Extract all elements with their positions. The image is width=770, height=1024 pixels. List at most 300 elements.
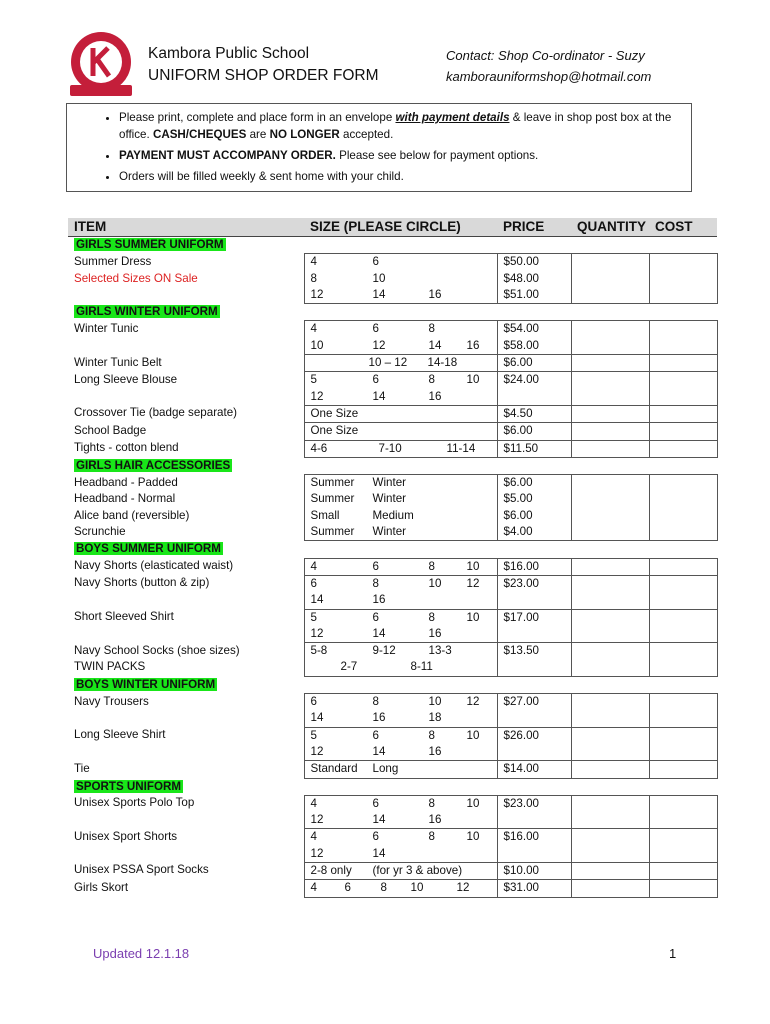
quantity-field[interactable] [571,524,649,541]
section-row [68,778,717,795]
quantity-field[interactable] [571,626,649,643]
size-option[interactable]: 10 [466,610,480,624]
quantity-field[interactable] [571,491,649,507]
cost-field[interactable] [649,592,717,609]
size-option[interactable]: 10 [372,271,386,285]
size-options[interactable] [304,727,497,744]
cost-field[interactable] [649,423,717,440]
quantity-field[interactable] [571,710,649,727]
table-row [68,423,717,440]
size-option[interactable]: 10 [466,728,480,742]
quantity-field[interactable] [571,440,649,457]
size-options[interactable] [304,575,497,592]
cost-field[interactable] [649,795,717,812]
price: $16.00 [497,829,571,846]
table-row [68,694,717,711]
header-item: ITEM [68,218,304,237]
size-option[interactable]: (for yr 3 & above) [372,863,463,877]
cost-field[interactable] [649,475,717,492]
table-row [68,846,717,863]
page-number: 1 [669,946,677,961]
section-row [68,541,717,558]
price [497,389,571,406]
size-option[interactable]: 10 [466,559,480,573]
size-option[interactable]: 4 [310,559,317,573]
size-option[interactable]: 16 [428,744,442,758]
size-option[interactable]: 2-8 only [310,863,352,877]
size-option[interactable]: Summer [310,492,355,506]
school-logo [66,30,136,100]
order-table [68,218,718,898]
item-name: Headband - Padded [74,475,178,489]
item-name: Girls Skort [74,880,129,894]
size-option[interactable]: 14 [372,287,386,301]
section-title: SPORTS UNIFORM [76,779,181,793]
section-row [68,304,717,321]
cost-field[interactable] [649,508,717,524]
size-option[interactable]: 16 [428,813,442,827]
cost-field[interactable] [649,355,717,372]
item-name: Summer Dress [74,254,152,268]
size-option[interactable]: 6 [372,322,379,336]
table-row [68,475,717,492]
instruction-emphasis: with payment details [395,111,510,124]
item-name: School Badge [74,423,147,437]
size-option[interactable]: 8 [428,322,435,336]
size-option[interactable]: 16 [428,287,442,301]
size-option[interactable]: 8 [428,728,435,742]
size-option[interactable]: 14 [372,744,386,758]
quantity-field[interactable] [571,355,649,372]
quantity-field[interactable] [571,744,649,761]
size-options[interactable] [304,372,497,389]
cost-field[interactable] [649,880,717,897]
size-option[interactable]: 10 [428,695,442,709]
table-row [68,338,717,355]
size-option[interactable]: 6 [372,255,379,269]
price: $54.00 [497,321,571,338]
table-row [68,287,717,304]
size-option[interactable]: 4 [310,255,317,269]
size-option[interactable]: 10 [466,373,480,387]
contact-email: kamborauniformshop@hotmail.com [446,69,652,84]
item-name [68,744,304,761]
table-row [68,862,717,879]
cost-field[interactable] [649,761,717,778]
size-option[interactable]: 8 [428,373,435,387]
size-option[interactable]: 14 [372,626,386,640]
quantity-field[interactable] [571,659,649,676]
quantity-field[interactable] [571,271,649,287]
table-row [68,389,717,406]
size-option[interactable]: Winter [372,525,406,539]
size-option[interactable]: 5-8 [310,644,328,658]
size-option[interactable]: 12 [310,287,324,301]
cost-field[interactable] [649,372,717,389]
quantity-field[interactable] [571,405,649,422]
size-options[interactable] [304,271,497,287]
instruction-text: Please see below for payment options. [335,148,539,162]
size-option[interactable]: 12 [466,695,480,709]
size-option[interactable]: 6 [310,576,317,590]
section-row [68,676,717,693]
quantity-field[interactable] [571,609,649,626]
table-row [68,524,717,541]
quantity-field[interactable] [571,372,649,389]
size-option[interactable]: Summer [310,525,355,539]
size-option[interactable]: 14 [372,389,386,403]
cost-field[interactable] [649,846,717,863]
cost-field[interactable] [649,710,717,727]
table-row [68,659,717,676]
size-option[interactable]: 4 [310,830,317,844]
size-option[interactable]: 4 [310,322,317,336]
price: $6.00 [497,508,571,524]
price: $58.00 [497,338,571,355]
size-option[interactable]: 10 [310,338,324,352]
size-option[interactable]: 2-7 [340,660,358,674]
table-row [68,795,717,812]
quantity-field[interactable] [571,287,649,304]
size-options[interactable] [304,558,497,575]
price: $5.00 [497,491,571,507]
size-option[interactable]: 10 [428,576,442,590]
size-options[interactable] [304,846,497,863]
cost-field[interactable] [649,254,717,271]
size-option[interactable]: 14 [372,813,386,827]
table-row [68,254,717,271]
size-options[interactable] [304,862,497,879]
cost-field[interactable] [649,862,717,879]
size-option[interactable]: 8 [372,695,379,709]
size-options[interactable] [304,795,497,812]
size-option[interactable]: 6 [372,559,379,573]
table-row [68,643,717,660]
cost-field[interactable] [649,744,717,761]
size-options[interactable] [304,321,497,338]
instruction-emphasis: PAYMENT MUST ACCOMPANY ORDER. [119,148,336,162]
section-title: GIRLS HAIR ACCESSORIES [76,458,231,472]
quantity-field[interactable] [571,643,649,660]
price: $14.00 [497,761,571,778]
cost-field[interactable] [649,829,717,846]
quantity-field[interactable] [571,575,649,592]
size-option[interactable]: 14-18 [427,356,458,370]
quantity-field[interactable] [571,389,649,406]
cost-field[interactable] [649,321,717,338]
item-name [68,287,304,304]
item-name: Tie [74,761,90,775]
quantity-field[interactable] [571,254,649,271]
table-body [68,237,717,898]
table-row [68,761,717,778]
size-options[interactable] [304,609,497,626]
cost-field[interactable] [649,524,717,541]
size-options[interactable] [304,643,497,660]
size-option[interactable]: 10 [466,796,480,810]
size-options[interactable] [304,389,497,406]
size-option[interactable]: 5 [310,728,317,742]
quantity-field[interactable] [571,423,649,440]
size-option[interactable]: 16 [428,626,442,640]
price: $6.00 [497,475,571,492]
quantity-field[interactable] [571,558,649,575]
cost-field[interactable] [649,491,717,507]
size-option[interactable]: 16 [372,593,386,607]
instruction-text: Please print, complete and place form in an envelope [119,111,396,124]
size-option[interactable]: Summer [310,476,355,490]
quantity-field[interactable] [571,727,649,744]
size-option[interactable]: 5 [310,610,317,624]
quantity-field[interactable] [571,812,649,829]
size-option[interactable]: 11-14 [446,441,476,455]
item-name: Scrunchie [74,525,126,539]
quantity-field[interactable] [571,475,649,492]
section-row [68,457,717,474]
size-options[interactable] [304,405,497,422]
updated-date: Updated 12.1.18 [93,946,190,961]
size-options[interactable] [304,829,497,846]
form-title: UNIFORM SHOP ORDER FORM [148,67,379,84]
price [497,659,571,676]
cost-field[interactable] [649,338,717,355]
size-option[interactable]: 13-3 [428,644,452,658]
table-row [68,558,717,575]
size-option[interactable]: 8 [428,796,435,810]
item-name: Unisex PSSA Sport Socks [74,863,209,877]
price: $51.00 [497,287,571,304]
cost-field[interactable] [649,626,717,643]
size-options[interactable] [304,626,497,643]
item-name: Unisex Sport Shorts [74,829,178,843]
instruction-3: • Orders will be filled weekly & sent home with your child. [119,169,681,186]
size-option[interactable]: 12 [372,338,386,352]
size-options[interactable] [304,475,497,492]
table-row [68,626,717,643]
item-name: Navy Trousers [74,694,149,708]
size-option[interactable]: Medium [372,508,414,522]
table-row [68,744,717,761]
table-row [68,727,717,744]
section-cell [68,778,717,795]
table-row [68,609,717,626]
quantity-field[interactable] [571,862,649,879]
size-options[interactable] [304,254,497,271]
size-option[interactable]: 6 [372,796,379,810]
size-option[interactable]: Winter [372,476,406,490]
quantity-field[interactable] [571,694,649,711]
instruction-2 [119,148,681,165]
price: $26.00 [497,727,571,744]
item-name: Alice band (reversible) [74,508,190,522]
item-name [68,338,304,355]
size-options[interactable] [304,761,497,778]
size-options[interactable] [304,880,497,897]
size-options[interactable] [304,659,497,676]
cost-field[interactable] [649,812,717,829]
header-quantity: QUANTITY [571,218,649,237]
instruction-text: & leave in shop post box at the office. [119,111,672,141]
size-options[interactable] [304,592,497,609]
size-option[interactable]: Winter [372,492,406,506]
section-cell [68,304,717,321]
size-option[interactable]: 6 [372,728,379,742]
header-price: PRICE [497,218,571,237]
size-option[interactable]: Small [310,508,340,522]
quantity-field[interactable] [571,508,649,524]
size-option[interactable]: One Size [310,406,359,420]
table-row [68,710,717,727]
item-name: Selected Sizes ON Sale [74,271,198,285]
size-option[interactable]: Standard [310,762,358,776]
size-options[interactable] [304,744,497,761]
size-option[interactable]: 12 [310,813,324,827]
size-option[interactable]: 14 [428,338,442,352]
size-options[interactable] [304,355,497,372]
cost-field[interactable] [649,287,717,304]
size-option[interactable]: 14 [310,593,324,607]
table-row [68,880,717,897]
price: $4.00 [497,524,571,541]
price: $6.00 [497,355,571,372]
item-name: Short Sleeved Shirt [74,610,174,624]
table-row [68,575,717,592]
price: $16.00 [497,558,571,575]
size-option[interactable]: 16 [428,389,442,403]
size-options[interactable] [304,812,497,829]
instructions-box [66,103,692,192]
size-option[interactable]: 12 [310,626,324,640]
size-option[interactable]: 7-10 [378,441,402,455]
size-option[interactable]: 16 [372,711,386,725]
size-option[interactable]: 12 [310,744,324,758]
cost-field[interactable] [649,727,717,744]
size-options[interactable] [304,694,497,711]
price: $6.00 [497,423,571,440]
item-name: Navy School Socks (shoe sizes) [74,643,240,657]
size-options[interactable] [304,508,497,524]
size-option[interactable]: Long [372,762,399,776]
cost-field[interactable] [649,609,717,626]
size-options[interactable] [304,491,497,507]
table-row [68,355,717,372]
size-option[interactable]: 6 [372,373,379,387]
price: $50.00 [497,254,571,271]
size-option[interactable]: 6 [372,610,379,624]
quantity-field[interactable] [571,592,649,609]
quantity-field[interactable] [571,761,649,778]
size-option[interactable]: 9-12 [372,644,396,658]
table-row [68,440,717,457]
size-option[interactable]: 8 [310,271,317,285]
price: $11.50 [497,440,571,457]
quantity-field[interactable] [571,321,649,338]
size-option[interactable]: 16 [466,338,480,352]
price [497,626,571,643]
size-option[interactable]: 8 [428,830,435,844]
size-option[interactable]: 8 [428,610,435,624]
size-option[interactable]: 14 [372,846,386,860]
size-option[interactable]: 4-6 [310,441,328,455]
item-name [68,626,304,643]
size-options[interactable] [304,423,497,440]
size-options[interactable] [304,338,497,355]
size-option[interactable]: 5 [310,373,317,387]
size-option[interactable]: 14 [310,711,324,725]
size-option[interactable]: 6 [310,695,317,709]
cost-field[interactable] [649,440,717,457]
size-option[interactable]: 8 [372,576,379,590]
quantity-field[interactable] [571,338,649,355]
price: $24.00 [497,372,571,389]
size-option[interactable]: 8 [380,881,387,895]
price: $4.50 [497,405,571,422]
size-option[interactable]: 4 [310,796,317,810]
price: $13.50 [497,643,571,660]
cost-field[interactable] [649,558,717,575]
size-option[interactable]: 10 [466,830,480,844]
quantity-field[interactable] [571,795,649,812]
section-title: GIRLS WINTER UNIFORM [76,305,218,319]
size-option[interactable]: 4 [310,881,317,895]
size-option[interactable]: One Size [310,424,359,438]
price: $10.00 [497,862,571,879]
instruction-text: accepted. [339,127,394,141]
cost-field[interactable] [649,659,717,676]
table-row [68,271,717,287]
size-option[interactable]: 12 [456,881,470,895]
price: $48.00 [497,271,571,287]
size-options[interactable] [304,710,497,727]
size-option[interactable]: 8-11 [410,660,433,674]
size-options[interactable] [304,287,497,304]
price: $31.00 [497,880,571,897]
price [497,744,571,761]
school-name: Kambora Public School [148,45,310,62]
size-option[interactable]: 10 – 12 [368,356,408,370]
quantity-field[interactable] [571,829,649,846]
price [497,710,571,727]
size-option[interactable]: 6 [344,881,351,895]
item-name: Long Sleeve Shirt [74,728,166,742]
price: $17.00 [497,609,571,626]
cost-field[interactable] [649,643,717,660]
size-options[interactable] [304,524,497,541]
cost-field[interactable] [649,405,717,422]
section-cell [68,237,717,254]
size-option[interactable]: 10 [410,881,424,895]
size-option[interactable]: 12 [310,846,324,860]
size-option[interactable]: 12 [466,576,480,590]
size-option[interactable]: 12 [310,389,324,403]
size-option[interactable]: 18 [428,711,442,725]
cost-field[interactable] [649,271,717,287]
section-title: BOYS WINTER UNIFORM [76,677,216,691]
header-size: SIZE (PLEASE CIRCLE) [304,218,497,237]
section-cell [68,457,717,474]
size-option[interactable]: 6 [372,830,379,844]
item-name [68,812,304,829]
quantity-field[interactable] [571,846,649,863]
quantity-field[interactable] [571,880,649,897]
size-options[interactable] [304,440,497,457]
price: $27.00 [497,694,571,711]
item-name: Tights - cotton blend [74,441,179,455]
cost-field[interactable] [649,575,717,592]
cost-field[interactable] [649,694,717,711]
size-option[interactable]: 8 [428,559,435,573]
cost-field[interactable] [649,389,717,406]
